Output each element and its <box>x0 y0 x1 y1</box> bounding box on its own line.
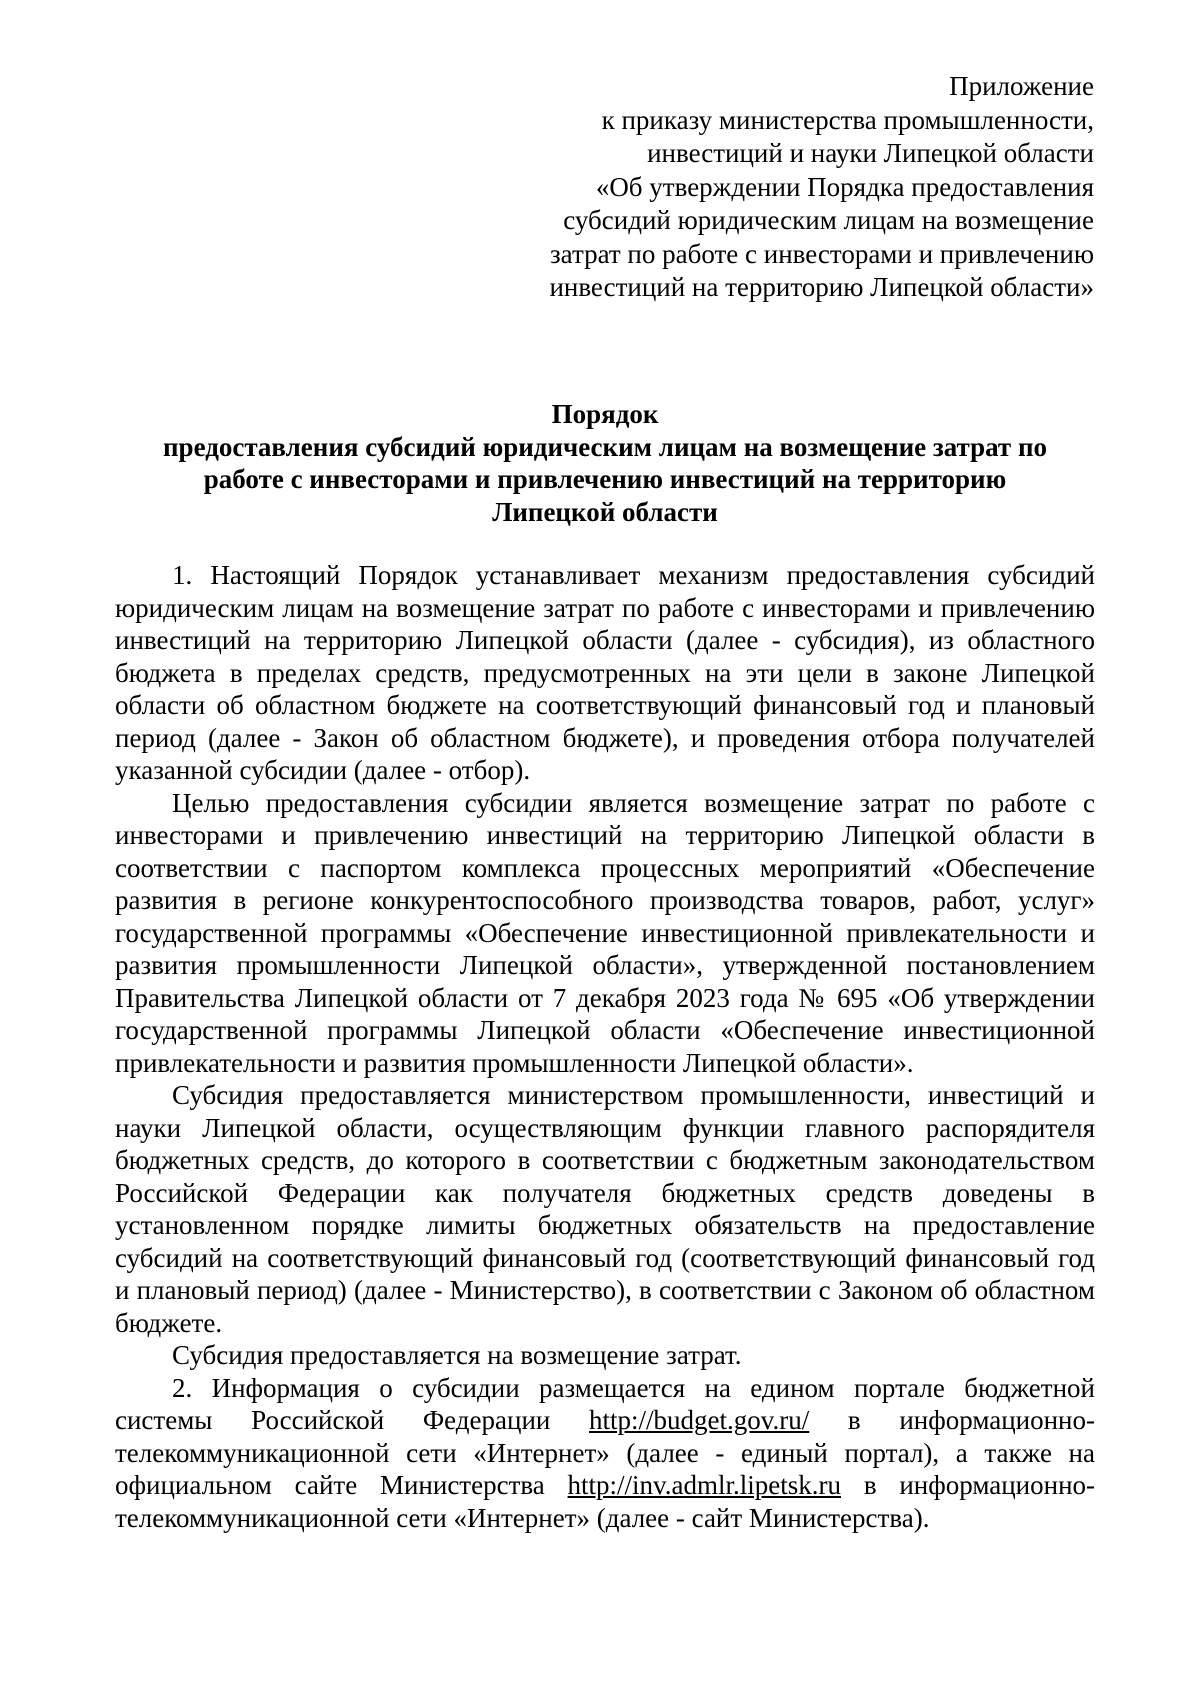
ministry-site-link[interactable]: http://inv.admlr.lipetsk.ru <box>567 1470 842 1500</box>
appendix-header <box>454 70 1094 305</box>
title-line: предоставления субсидий юридическим лицам на возмещение затрат по <box>163 431 1047 462</box>
appendix-line: инвестиций и науки Липецкой области <box>647 138 1094 168</box>
paragraph-5-text-3: в информационно-телекоммуникационной сети «Интернет» (далее - сайт Министерства). <box>115 1470 1096 1533</box>
budget-portal-link[interactable]: http://budget.gov.ru/ <box>589 1405 810 1435</box>
title-line: Липецкой области <box>492 496 718 527</box>
appendix-line: Приложение <box>949 71 1094 101</box>
title-line: работе с инвесторами и привлечению инвестиций на территорию <box>203 464 1007 494</box>
paragraph-5-text-2: в информационно-телекоммуникационной сети «Интернет» (далее - единый портал), а также на официальном сайте Министерства <box>115 1405 1095 1500</box>
title-line: Порядок <box>551 399 659 429</box>
appendix-line: инвестиций на территорию Липецкой области» <box>549 272 1094 302</box>
appendix-line: к приказу министерства промышленности, <box>601 104 1094 135</box>
appendix-line: затрат по работе с инвесторами и привлечению <box>550 238 1094 269</box>
paragraph-5 <box>115 1372 1095 1535</box>
paragraph-1: 1. Настоящий Порядок устанавливает механизм предоставления субсидий юридическим лицам на возмещение затрат по работе с инвесторами и привлечению инвестиций на территорию Липецкой области (далее - субсидия), из областного бюджета в пределах средств, предусмотренных на эти цели в законе Липецкой области об областном бюджете на соответствующий финансовый год и плановый период (далее - Закон об областном бюджете), и проведения отбора получателей указанной субсидии (далее - отбор). <box>115 560 1095 785</box>
appendix-line: «Об утверждении Порядка предоставления <box>595 171 1094 202</box>
document-body <box>115 559 1095 1534</box>
appendix-line: субсидий юридическим лицам на возмещение <box>563 205 1094 235</box>
paragraph-2: Целью предоставления субсидии является возмещение затрат по работе с инвесторами и привлечению инвестиций на территорию Липецкой области в соответствии с паспортом комплекса процессных мероприятий «Обеспечение развития в регионе конкурентоспособного производства товаров, работ, услуг» государственной программы «Обеспечение инвестиционной привлекательности и развития промышленности Липецкой области», утвержденной постановлением Правительства Липецкой области от 7 декабря 2023 года № 695 «Об утверждении государственной программы Липецкой области «Обеспечение инвестиционной привлекательности и развития промышленности Липецкой области». <box>115 787 1095 1078</box>
document-title <box>120 398 1090 528</box>
paragraph-4: Субсидия предоставляется на возмещение затрат. <box>172 1340 742 1370</box>
paragraph-5-text-1: 2. Информация о субсидии размещается на едином портале бюджетной системы Российской Федерации <box>115 1372 1095 1435</box>
paragraph-3: Субсидия предоставляется министерством промышленности, инвестиций и науки Липецкой области, осуществляющим функции главного распорядителя бюджетных средств, до которого в соответствии с бюджетным законодательством Российской Федерации как получателя бюджетных средств доведены в установленном порядке лимиты бюджетных обязательств на предоставление субсидий на соответствующий финансовый год (соответствующий финансовый год и плановый период) (далее - Министерство), в соответствии с Законом об областном бюджете. <box>115 1080 1095 1338</box>
